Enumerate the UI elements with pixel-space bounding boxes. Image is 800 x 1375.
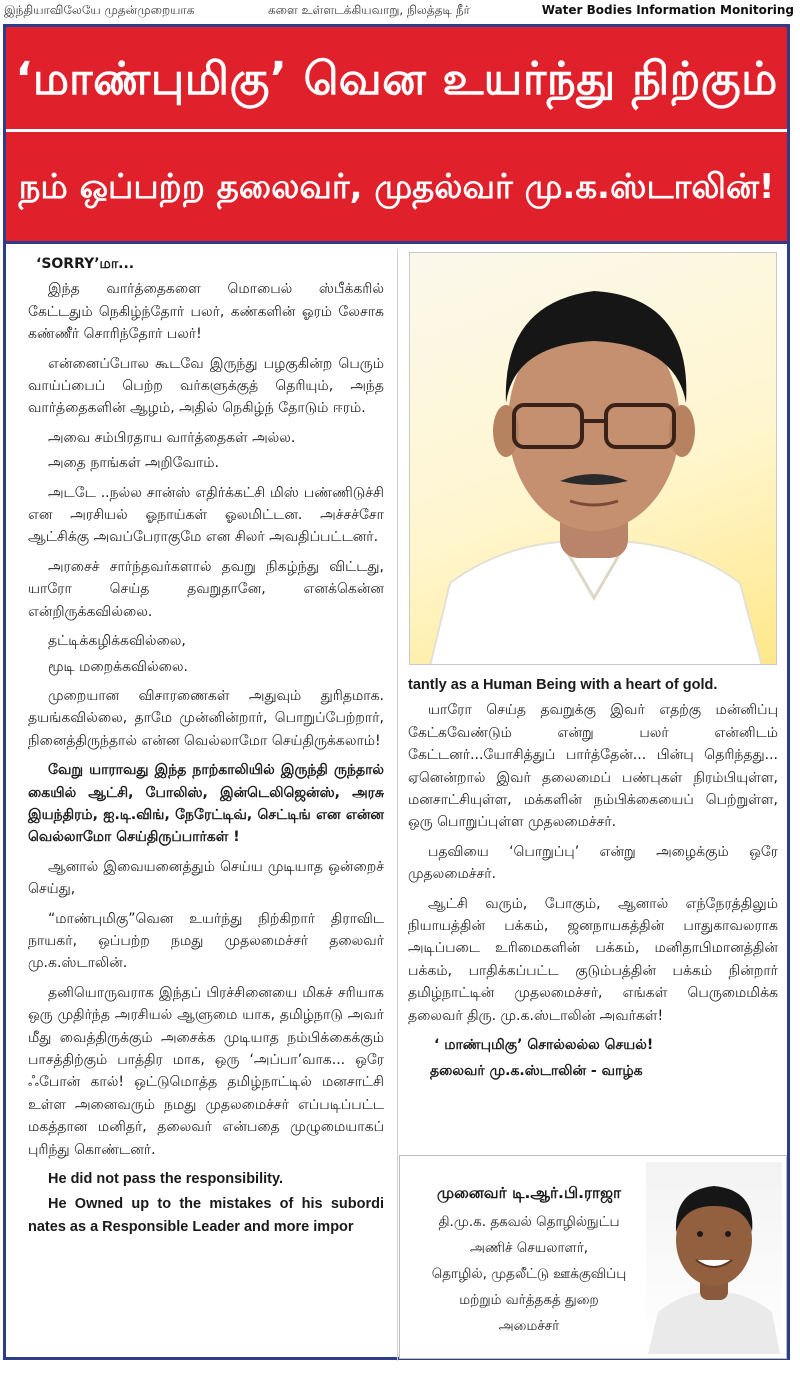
english-continuation: tantly as a Human Being with a heart of gold. [408,677,718,693]
closing-tagline: தலைவர் மு.க.ஸ்டாலின் - வாழ்க [430,1062,643,1079]
author-title-line: அமைச்சர் [498,1318,560,1334]
author-name: முனைவர் டி.ஆர்.பி.ராஜா [436,1184,622,1202]
headline-line-1: ‘மாண்புமிகு’ வென உயர்ந்து நிற்கும் [15,52,778,105]
paragraph: அவை சம்பிரதாய வார்த்தைகள் அல்ல. [48,429,296,446]
paragraph: தட்டிக்கழிக்கவில்லை, [48,633,186,650]
top-strip-left-text: இந்தியாவிலேயே முதன்முறையாக [4,3,195,17]
paragraph: ஆனால் இவையனைத்தும் செய்ய முடியாத ஒன்றைச் செய்து, [28,858,384,898]
chief-minister-portrait [409,252,777,665]
closing-slogan: ‘ மாண்புமிகு’ சொல்லல்ல செயல்! [434,1037,654,1054]
paragraph: அதை நாங்கள் அறிவோம். [48,455,219,472]
author-title-line: தொழில், முதலீட்டு ஊக்குவிப்பு [431,1266,627,1282]
author-title-line: அணிச் செயலாளர், [469,1240,589,1256]
headline-bottom-rule [6,241,787,244]
top-strip [0,0,800,22]
top-strip-middle-text: களை உள்ளடக்கியவாறு, நிலத்தடி நீர் [268,3,470,17]
paragraph: என்னைப்போல கூடவே இருந்து பழகுகின்ற பெரும் வாய்ப்பைப் பெற்ற வர்களுக்குத் தெரியும், அந்த வார்த்தைகளின் ஆழம், அதில் நெகிழ்ந் தோடும் ஈரம். [28,355,384,417]
headline-banner [6,27,787,241]
opening-line: ‘SORRY’மா... [36,256,135,272]
top-strip-right-text: Water Bodies Information Monitoring [541,3,794,17]
paragraph: யாரோ செய்த தவறுக்கு இவர் எதற்கு மன்னிப்பு கேட்கவேண்டும் என்று பலர் என்னிடம் கேட்டனர்...யோசித்துப் பார்த்தேன்... பின்பு தெரிந்தது... ஏனென்றால் இவர் தலைமைப் பண்புகள் நிரம்பியுள்ள, மனசாட்சியுள்ள, மக்களின் நம்பிக்கையைப் பெற்றுள்ள, ஒரு பொறுப்புள்ள முதலமைச்சர். [408,702,778,831]
author-signature-box [399,1155,787,1359]
paragraph: முறையான விசாரணைகள் அதுவும் துரிதமாக. தயங்கவில்லை, தாமே முன்னின்றார், பொறுப்பேற்றார், நினைத்திருந்தால் என்ன வெல்லாமோ செய்திருக்கலாம்! [28,687,384,749]
headline-divider [6,129,787,132]
english-paragraph: He Owned up to the mistakes of his subordi nates as a Responsible Leader and more impor [28,1196,384,1235]
paragraph: பதவியை ‘பொறுப்பு’ என்று அழைக்கும் ஒரே முதலமைச்சர். [408,843,778,883]
article-frame [3,24,790,1360]
author-title-line: மற்றும் வர்த்தகத் துறை [459,1292,599,1308]
bold-paragraph: வேறு யாராவது இந்த நாற்காலியில் இருந்தி ருந்தால் கையில் ஆட்சி, போலிஸ், இன்டெலிஜென்ஸ், அரசு இயந்திரம், ஐ.டி.விங், நேரேட்டிவ், செட்டிங் என என்ன வெல்லாமோ செய்திருப்பார்கள் ! [28,762,384,846]
paragraph: “மாண்புமிகு”வென உயர்ந்து நிற்கிறார் திராவிட நாயகர், ஒப்பற்ற நமது முதலமைச்சர் தலைவர் மு.க.ஸ்டாலின். [28,910,384,972]
paragraph: அடடே ..நல்ல சான்ஸ் எதிர்க்கட்சி மிஸ் பண்ணிடுச்சி என அரசியல் ஓநாய்கள் ஓலமிட்டன. அச்சச்சோ ஆட்சிக்கு அவப்பேராகுமே என சிலர் அவதிப்பட்டனர். [28,484,384,546]
paragraph: தனியொருவராக இந்தப் பிரச்சினையை மிகச் சரியாக ஒரு முதிர்ந்த அரசியல் ஆளுமை யாக, தமிழ்நாடு அவர் மீது வைத்திருக்கும் அசைக்க முடியாத நம்பிக்கைக்கும் பாசத்திற்கும் பாத்திர மாக, ஒரு ‘அப்பா’வாக... ஒரே ஃபோன் கால்! ஒட்டுமொத்த தமிழ்நாட்டில் மனசாட்சி உள்ள அனைவரும் நமது முதலமைச்சர் எப்படிப்பட்ட மகத்தான மனிதர், தலைவர் என்பதை முழுமையாகப் புரிந்து கொண்டனர். [28,984,384,1158]
author-portrait [646,1162,782,1354]
portrait-illustration [410,253,777,665]
english-paragraph: He did not pass the responsibility. [48,1171,283,1188]
right-column [408,674,778,1089]
paragraph: ஆட்சி வரும், போகும், ஆனால் எந்நேரத்திலும் நியாயத்தின் பக்கம், ஜனநாயகத்தின் பாதுகாவலராக அடிப்படை உரிமைகளின் பக்கம், மனிதாபிமானத்தின் பக்கம், பாதிக்கப்பட்ட குடும்பத்தின் பக்கம் நின்றார் தமிழ்நாட்டின் முதலமைச்சர், எங்கள் பெருமைமிக்க தலைவர் திரு. மு.க.ஸ்டாலின் அவர்கள்! [408,895,778,1024]
paragraph: அரசைச் சார்ந்தவர்களால் தவறு நிகழ்ந்து விட்டது, யாரோ செய்த தவறுதானே, எனக்கென்ன என்றிருக்கவில்லை. [28,558,384,620]
left-column [28,253,384,1245]
paragraph: மூடி மறைக்கவில்லை. [48,658,188,675]
author-portrait-illustration [646,1162,782,1354]
paragraph: இந்த வார்த்தைகளை மொபைல் ஸ்பீக்கரில் கேட்டதும் நெகிழ்ந்தோர் பலர், கண்களின் ஓரம் லேசாக கண்ணீர் சொரிந்தோர் பலர்! [28,281,384,343]
headline-line-2: நம் ஒப்பற்ற தலைவர், முதல்வர் மு.க.ஸ்டாலின்! [18,167,775,207]
author-title-line: தி.மு.க. தகவல் தொழில்நுட்ப [438,1214,620,1230]
column-divider [397,249,398,1361]
